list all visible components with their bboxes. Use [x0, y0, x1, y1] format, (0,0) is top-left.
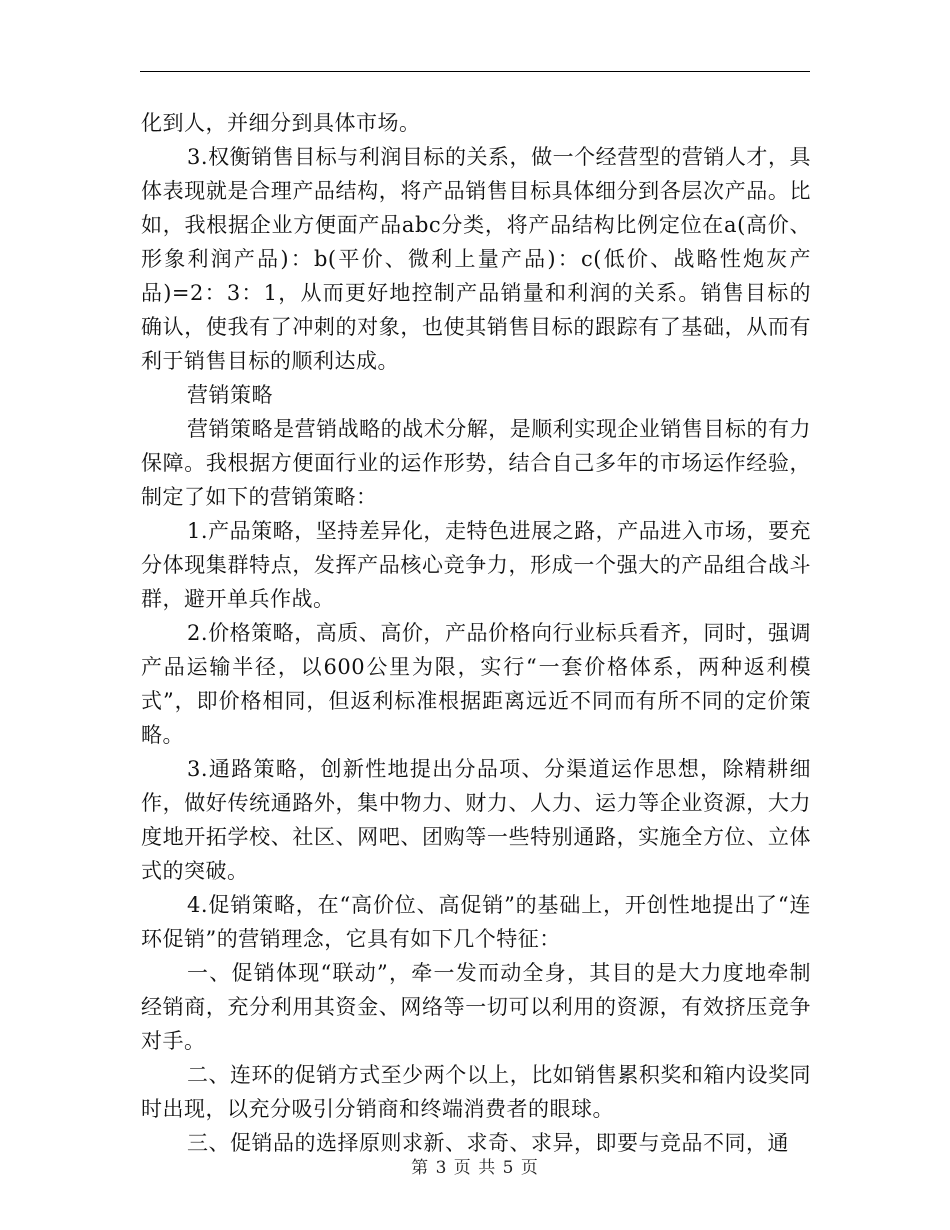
document-body	[141, 106, 811, 1160]
page-number-footer: 第 3 页 共 5 页	[411, 1158, 539, 1178]
paragraph-feature-2: 二、连环的促销方式至少两个以上，比如销售累积奖和箱内设奖同时出现，以充分吸引分销商和终端消费者的眼球。	[141, 1063, 811, 1121]
paragraph-channel-strategy: 3.通路策略，创新性地提出分品项、分渠道运作思想，除精耕细作，做好传统通路外，集中物力、财力、人力、运力等企业资源，大力度地开拓学校、社区、网吧、团购等一些特别通路，实施全方位、立体式的突破。	[141, 757, 811, 883]
paragraph-feature-1: 一、促销体现“联动”，牵一发而动全身，其目的是大力度地牵制经销商，充分利用其资金、网络等一切可以利用的资源，有效挤压竞争对手。	[141, 961, 811, 1053]
paragraph-4: 营销策略是营销战略的战术分解，是顺利实现企业销售目标的有力保障。我根据方便面行业的运作形势，结合自己多年的市场运作经验，制定了如下的营销策略：	[141, 417, 811, 509]
paragraph-1: 化到人，并细分到具体市场。	[141, 111, 421, 135]
paragraph-promotion-strategy: 4.促销策略，在“高价位、高促销”的基础上，开创性地提出了“连环促销”的营销理念，它具有如下几个特征：	[141, 893, 811, 951]
paragraph-product-strategy: 1.产品策略，坚持差异化，走特色进展之路，产品进入市场，要充分体现集群特点，发挥产品核心竞争力，形成一个强大的产品组合战斗群，避开单兵作战。	[141, 519, 811, 611]
paragraph-price-strategy: 2.价格策略，高质、高价，产品价格向行业标兵看齐，同时，强调产品运输半径，以600公里为限，实行“一套价格体系，两种返利模式”，即价格相同，但返利标准根据距离远近不同而有所不同的定价策略。	[141, 621, 811, 747]
header-rule	[140, 71, 810, 72]
paragraph-2: 3.权衡销售目标与利润目标的关系，做一个经营型的营销人才，具体表现就是合理产品结构，将产品销售目标具体细分到各层次产品。比如，我根据企业方便面产品abc分类，将产品结构比例定位在a(高价、形象利润产品)：b(平价、微利上量产品)：c(低价、战略性炮灰产品)=2：3：1，从而更好地控制产品销量和利润的关系。销售目标的确认，使我有了冲刺的对象，也使其销售目标的跟踪有了基础，从而有利于销售目标的顺利达成。	[141, 145, 811, 373]
paragraph-feature-3: 三、促销品的选择原则求新、求奇、求异，即要与竞品不同，通	[187, 1131, 789, 1155]
section-heading-marketing-strategy: 营销策略	[187, 383, 273, 407]
